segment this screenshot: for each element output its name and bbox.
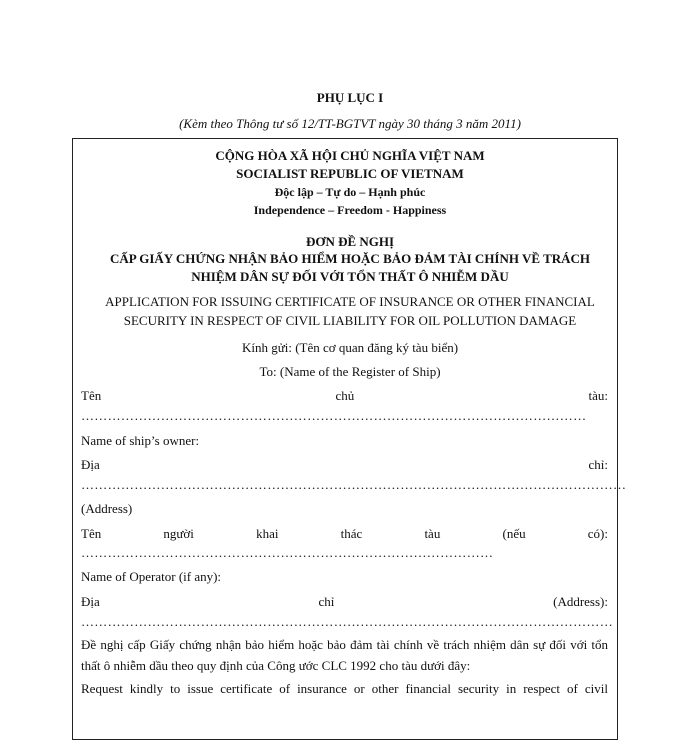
motto-vn: Độc lập – Tự do – Hạnh phúc [274, 185, 426, 199]
addressee-vn: Kính gửi: (Tên cơ quan đăng ký tàu biển) [241, 340, 459, 355]
owner-label-en: Name of ship’s owner: [81, 433, 200, 448]
operator-label-vn: Tên người khai thác tàu (nếu có): [81, 526, 608, 541]
appendix-reference: (Kèm theo Thông tư số 12/TT-BGTVT ngày 30 tháng 3 năm 2011) [179, 116, 521, 131]
owner-name-field[interactable]: …………………………………………………………………………………………………… [81, 408, 587, 423]
motto-en: Independence – Freedom - Happiness [253, 203, 447, 217]
address-label-en: (Address) [81, 501, 133, 516]
owner-label-vn: Tên chủ tàu: [81, 388, 608, 403]
address-label-vn: Địa chỉ: [81, 457, 608, 472]
title-line-1: ĐƠN ĐỀ NGHỊ [305, 234, 395, 249]
country-name-vn: CỘNG HÒA XÃ HỘI CHỦ NGHĨA VIỆT NAM [215, 148, 485, 163]
operator-label-en: Name of Operator (if any): [81, 569, 222, 584]
title-line-3: NHIỆM DÂN SỰ ĐỐI VỚI TỔN THẤT Ô NHIỄM DẦU [191, 269, 509, 284]
request-paragraph-en: Request kindly to issue certificate of insurance or other financial security in respect of civil [81, 681, 608, 696]
country-name-en: SOCIALIST REPUBLIC OF VIETNAM [236, 166, 464, 181]
operator-address-field[interactable]: ………………………………………………………………………………………………………… [81, 614, 613, 629]
operator-address-label: Địa chỉ (Address): [81, 594, 608, 609]
appendix-heading: PHỤ LỤC I [316, 90, 384, 105]
address-field[interactable]: …………………………………………………………………………………………………………… [81, 477, 627, 492]
request-paragraph-vn: Đề nghị cấp Giấy chứng nhận bảo hiểm hoặc bảo đảm tài chính về trách nhiệm dân sự đối với tổn thất ô nhiễm dầu theo quy định của Công ước CLC 1992 cho tàu dưới đây: [81, 637, 608, 673]
operator-name-field[interactable]: ………………………………………………………………………………… [81, 545, 494, 560]
addressee-en: To: (Name of the Register of Ship) [259, 364, 441, 379]
title-en-line-1: APPLICATION FOR ISSUING CERTIFICATE OF INSURANCE OR OTHER FINANCIAL [105, 294, 595, 309]
title-line-2: CẤP GIẤY CHỨNG NHẬN BẢO HIỂM HOẶC BẢO ĐẢM TÀI CHÍNH VỀ TRÁCH [109, 251, 591, 266]
title-en-line-2: SECURITY IN RESPECT OF CIVIL LIABILITY FOR OIL POLLUTION DAMAGE [123, 313, 577, 328]
